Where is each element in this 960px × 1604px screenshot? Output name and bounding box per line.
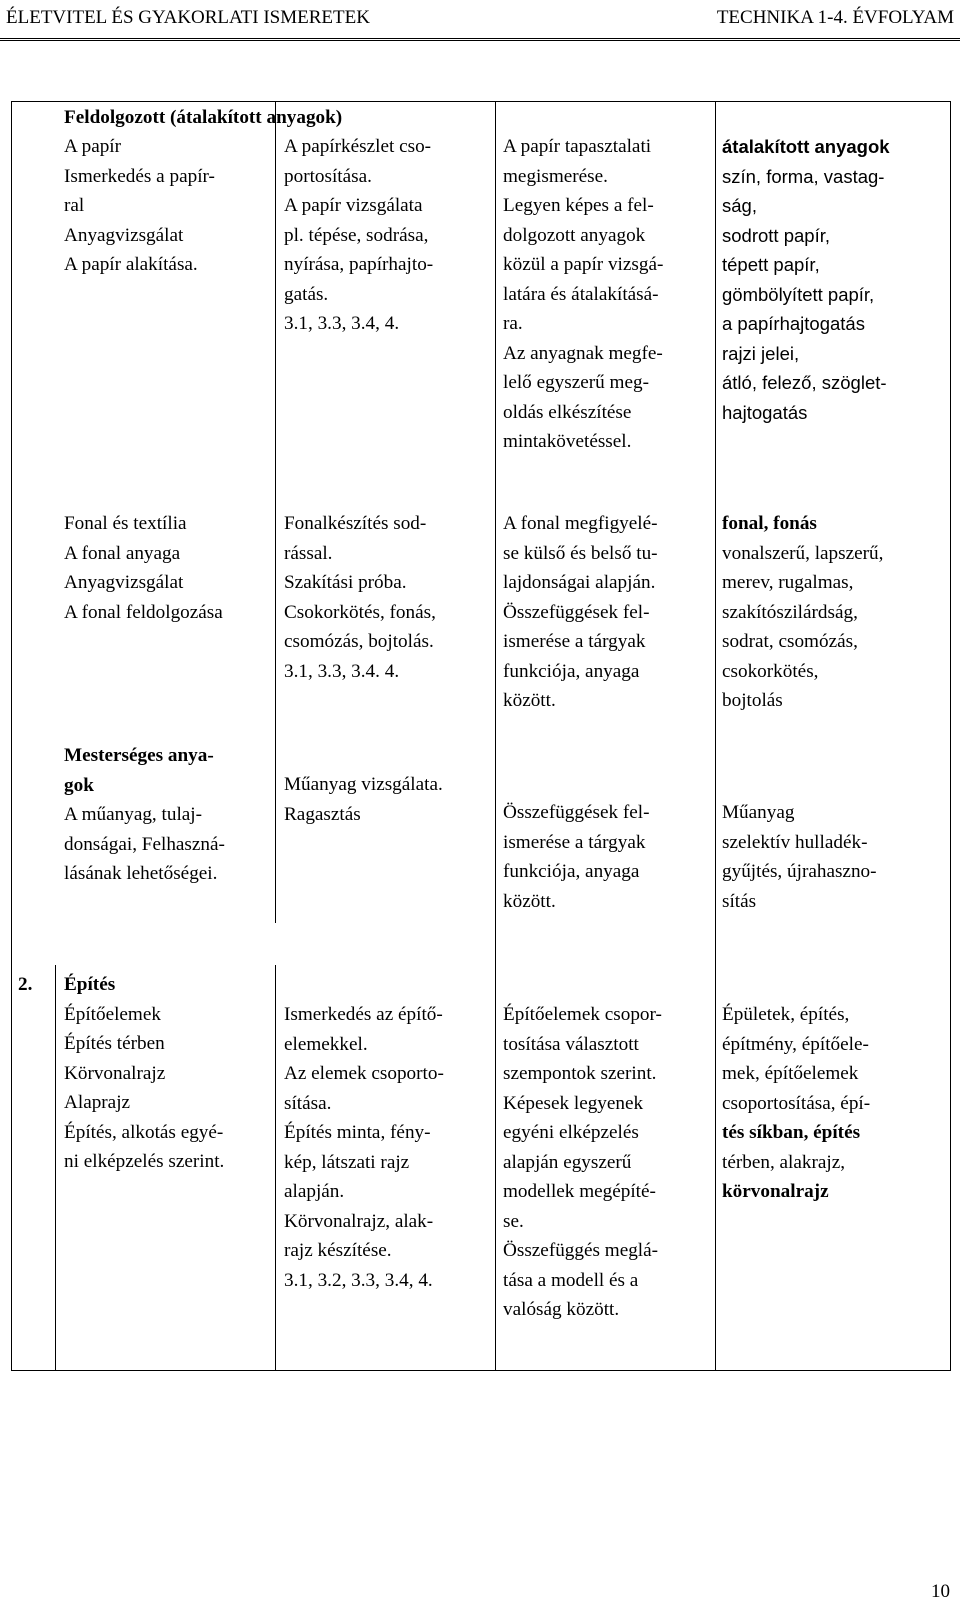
- header-rule: [0, 38, 960, 41]
- header-grade: TECHNIKA 1-4. ÉVFOLYAM: [716, 7, 954, 28]
- block-plastic-goals: Összefüggések fel- ismerése a tárgyak funkciója, anyaga között.: [503, 802, 650, 912]
- block-paper-topic-rest: A papír Ismerkedés a papír- ral Anyagvizsgálat A papír alakítása.: [64, 136, 215, 275]
- col-divider-number: [55, 965, 56, 1371]
- block-yarn-activities: Fonalkészítés sod- rással. Szakítási próba. Csokorkötés, fonás, csomózás, bojtolás. 3.1, 3.3, 3.4. 4.: [284, 513, 436, 682]
- header-subject: ÉLETVITEL ÉS GYAKORLATI ISMERETEK: [6, 7, 370, 28]
- block-paper-topic: Feldolgozott (átalakított anyagok): [64, 107, 343, 128]
- block-building-topic: Építés Építőelemek Építés térben Körvonalrajz Alaprajz Építés, alkotás egyé- ni elképzelés szerint.: [64, 974, 225, 1172]
- block-paper-concepts: átalakított anyagok szín, forma, vastag- ság, sodrott papír, tépett papír, gömbölyített papír, a papírhajtogatás rajzi jelei, átló, felező, szöglet- hajtogatás: [722, 136, 890, 423]
- block-building-concepts: Épületek, építés, építmény, építőele- mek, építőelemek csoportosítása, épí- tés síkban, építés térben, alakrajz, körvonalrajz: [722, 1004, 871, 1202]
- page-header: [0, 0, 960, 40]
- col-divider-2: [495, 101, 496, 1371]
- block-building-goals: Építőelemek csopor- tosítása választott szempontok szerint. Képesek legyenek egyéni elképzelés alapján egyszerű modellek megépíté- se. Összefüggés meglá- tása a modell és a valóság között.: [503, 1004, 662, 1320]
- block-paper-goals: A papír tapasztalati megismerése. Legyen képes a fel- dolgozott anyagok közül a papír vizsgá- latára és átalakításá- ra. Az anyagnak megfe- lelő egyszerű meg- oldás elkészítése mintakövetéssel.: [503, 136, 664, 452]
- block-plastic-activities: Műanyag vizsgálata. Ragasztás: [284, 774, 443, 825]
- block-plastic-topic: Mesterséges anya- gok A műanyag, tulaj- donságai, Felhaszná- lásának lehetőségei.: [64, 745, 225, 884]
- block-yarn-goals: A fonal megfigyelé- se külső és belső tu- lajdonságai alapján. Összefüggések fel- ismerése a tárgyak funkciója, anyaga között.: [503, 513, 658, 711]
- page-number: 10: [931, 1581, 950, 1602]
- block-paper-activities: A papírkészlet cso- portosítása. A papír vizsgálata pl. tépése, sodrása, nyírása, papírhajto- gatás. 3.1, 3.3, 3.4, 4.: [284, 136, 434, 334]
- block-plastic-concepts: Műanyag szelektív hulladék- gyűjtés, újrahaszno- sítás: [722, 802, 877, 912]
- col-divider-1-top: [275, 101, 276, 923]
- section-number: 2.: [18, 974, 33, 995]
- block-yarn-topic: Fonal és textília A fonal anyaga Anyagvizsgálat A fonal feldolgozása: [64, 513, 223, 623]
- col-divider-3: [715, 101, 716, 1371]
- block-yarn-concepts: fonal, fonás vonalszerű, lapszerű, merev, rugalmas, szakítószilárdság, sodrat, csomózás, csokorkötés, bojtolás: [722, 513, 884, 711]
- block-building-activities: Ismerkedés az építő- elemekkel. Az elemek csoporto- sítása. Építés minta, fény- kép, látszati rajz alapján. Körvonalrajz, alak- rajz készítése. 3.1, 3.2, 3.3, 3.4, 4.: [284, 1004, 444, 1291]
- col-divider-1-bottom: [275, 965, 276, 1371]
